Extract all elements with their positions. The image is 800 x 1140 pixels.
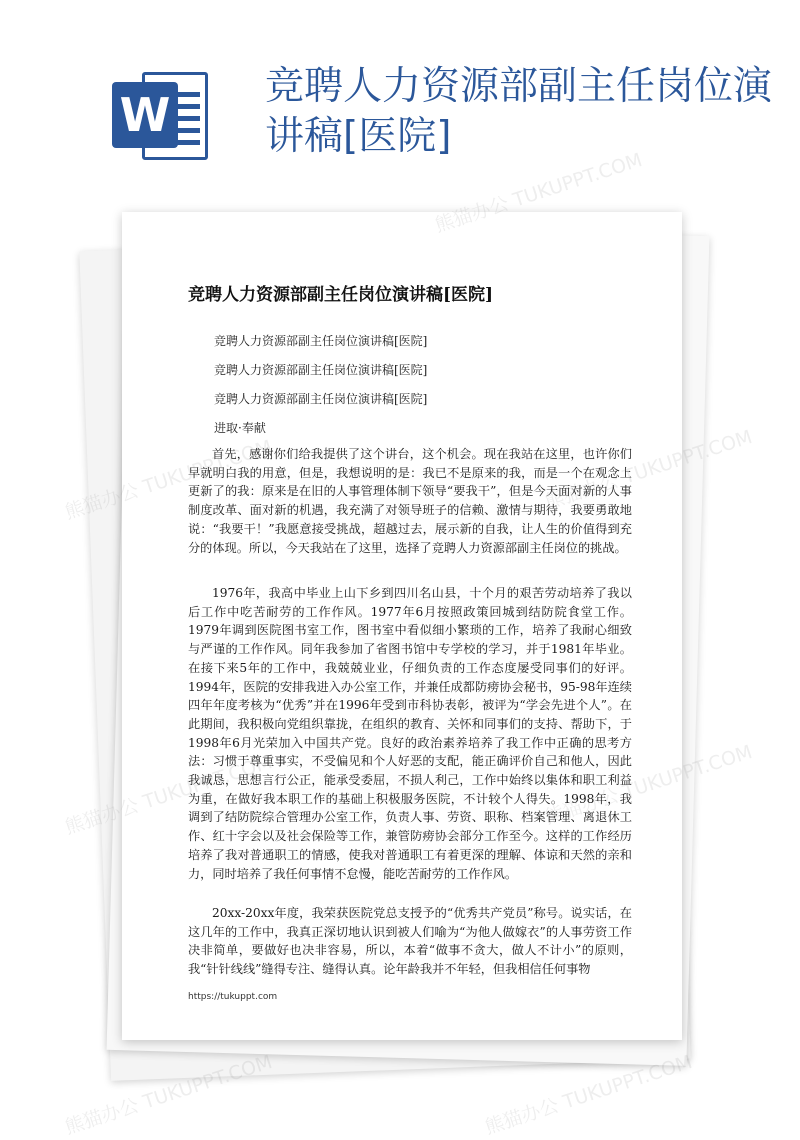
watermark: 熊猫办公 TUKUPPT.COM xyxy=(62,1051,275,1139)
document-page xyxy=(122,212,682,1040)
body-paragraph: 20xx-20xx年度，我荣获医院党总支授予的“优秀共产党员”称号。说实话，在这几年的工作中，我真正深切地认识到被人们喻为“为他人做嫁衣”的人事劳资工作决非简单，要做好也决非容易，所以，本着“做事不贪大，做人不计小”的原则，我“针针线线”缝得专注、缝得认真。论年龄我并不年轻，但我相信任何事物 xyxy=(188,906,632,977)
body-paragraph: 1976年，我高中毕业上山下乡到四川名山县，十个月的艰苦劳动培养了我以后工作中吃苦耐劳的工作作风。1977年6月按照政策回城到结防院食堂工作。1979年调到医院图书室工作，图书室中看似细小繁琐的工作，培养了我耐心细致与严谨的工作作风。同年我参加了省图书馆中专学校的学习，并于1981年毕业。在接下来5年的工作中，我兢兢业业，仔细负责的工作态度屡受同事们的好评。1994年，医院的安排我进入办公室工作，并兼任成都防痨协会秘书，95-98年连续四年年度考核为“优秀”并在1996年受到市科协表彰，被评为“学会先进个人”。在此期间，我积极向党组织靠拢，在组织的教育、关怀和同事们的支持、帮助下，于1998年6月光荣加入中国共产党。良好的政治素养培养了我工作中正确的思考方法：习惯于尊重事实，不受偏见和个人好恶的支配，能正确评价自己和他人，因此我诚恳，思想言行公正，能承受委屈，不损人利己，工作中始终以集体和职工利益为重，在做好我本职工作的基础上积极服务医院，不计较个人得失。1998年，我调到了结防院综合管理办公室工作，负责人事、劳资、职称、档案管理、离退休工作、红十字会以及社会保险等工作，兼管防痨协会部分工作至今。这样的工作经历培养了我对普通职工的情感，使我对普通职工有着更深的理解、体谅和天然的亲和力，同时培养了我任何事情不怠慢，能吃苦耐劳的工作作风。 xyxy=(188,586,632,881)
footer-url: https://tukuppt.com xyxy=(188,992,278,1002)
body-paragraph: 首先，感谢你们给我提供了这个讲台，这个机会。现在我站在这里，也许你们早就明白我的用意，但是，我想说明的是：我已不是原来的我，而是一个在观念上更新了的我：原来是在旧的人事管理体制下领导“要我干”，但是今天面对新的人事制度改革、面对新的机遇，我充满了对领导班子的信赖、激情与期待，我要勇敢地说：“我要干！”我愿意接受挑战，超越过去，展示新的自我，让人生的价值得到充分的体现。所以，今天我站在了这里，选择了竞聘人力资源部副主任岗位的挑战。 xyxy=(188,447,632,555)
watermark: 熊猫办公 TUKUPPT.COM xyxy=(482,1051,695,1139)
watermark: 熊猫办公 TUKUPPT.COM xyxy=(432,149,645,237)
motto-line: 进取·奉献 xyxy=(214,421,266,435)
word-document-icon xyxy=(112,68,212,164)
word-letter-badge: W xyxy=(112,82,178,148)
subtitle-line: 竞聘人力资源部副主任岗位演讲稿[医院] xyxy=(214,392,428,406)
subtitle-line: 竞聘人力资源部副主任岗位演讲稿[医院] xyxy=(214,334,428,348)
banner-title: 竞聘人力资源部副主任岗位演讲稿[医院] xyxy=(265,64,773,159)
document-title: 竞聘人力资源部副主任岗位演讲稿[医院] xyxy=(188,285,494,305)
subtitle-line: 竞聘人力资源部副主任岗位演讲稿[医院] xyxy=(214,363,428,377)
header-banner xyxy=(0,0,800,200)
